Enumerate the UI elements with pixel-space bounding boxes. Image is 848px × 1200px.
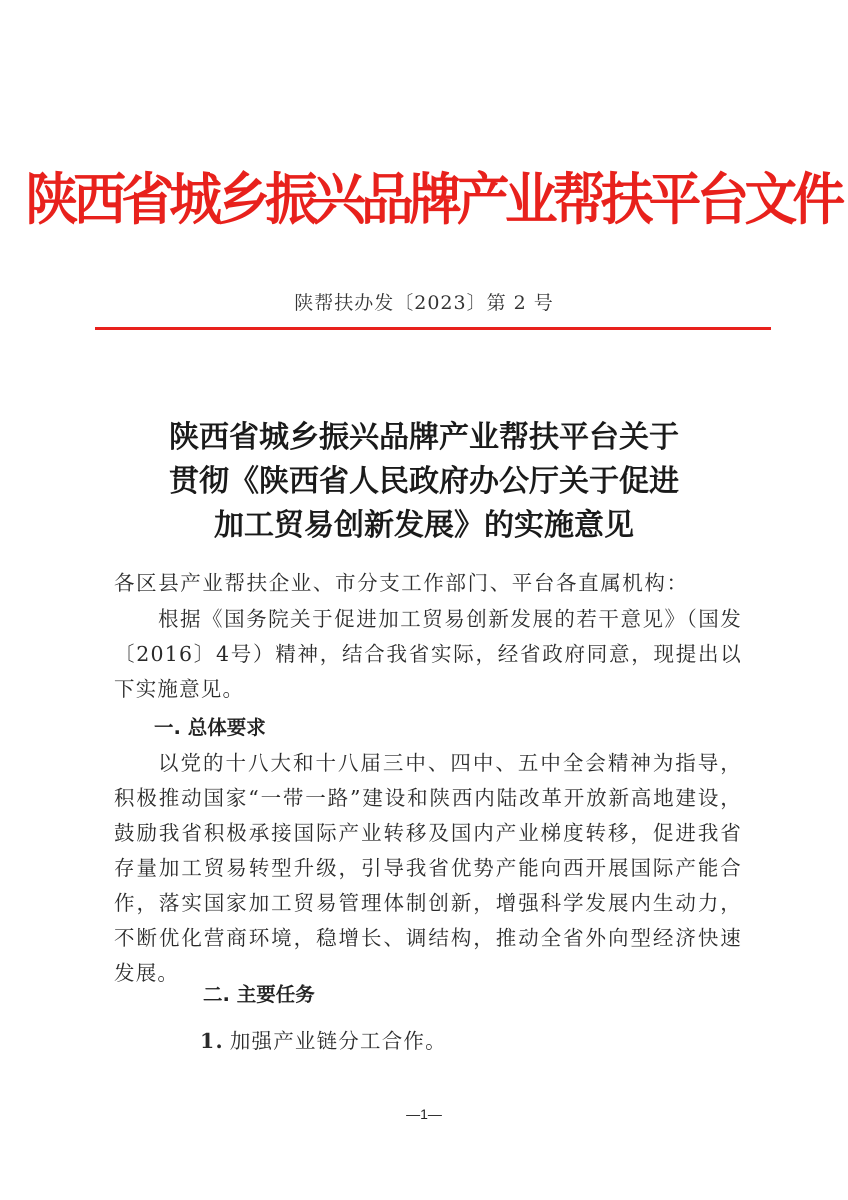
main-title: [0, 416, 848, 548]
main-title-line-3: 加工贸易创新发展》的实施意见: [214, 508, 634, 543]
task-1: [200, 1025, 447, 1057]
task-1-text: 加强产业链分工合作。: [229, 1029, 447, 1053]
section-1-heading: 一. 总体要求: [154, 716, 266, 739]
addressee: 各区县产业帮扶企业、市分支工作部门、平台各直属机构：: [114, 571, 689, 595]
document-number: 陕帮扶办发〔2023〕第 2 号: [294, 292, 554, 314]
section-2-heading: 二. 主要任务: [203, 983, 315, 1006]
intro-paragraph: 根据《国务院关于促进加工贸易创新发展的若干意见》（国发〔2016〕4号）精神，结合我省实际，经省政府同意，现提出以下实施意见。: [114, 607, 742, 701]
issuer-title: 陕西省城乡振兴品牌产业帮扶平台文件: [25, 167, 841, 233]
section-1-paragraph: 以党的十八大和十八届三中、四中、五中全会精神为指导，积极推动国家“一带一路”建设和陕西内陆改革开放新高地建设，鼓励我省积极承接国际产业转移及国内产业梯度转移，促进我省存量加工贸易转型升级，引导我省优势产能向西开展国际产能合作，落实国家加工贸易管理体制创新，增强科学发展内生动力，不断优化营商环境，稳增长、调结构，推动全省外向型经济快速发展。: [114, 751, 742, 985]
red-divider-line: [95, 327, 771, 330]
task-1-number: 1.: [200, 1029, 224, 1053]
main-title-line-2: 贯彻《陕西省人民政府办公厅关于促进: [169, 464, 679, 499]
main-title-line-1: 陕西省城乡振兴品牌产业帮扶平台关于: [169, 420, 679, 455]
page-number: —1—: [406, 1106, 442, 1122]
